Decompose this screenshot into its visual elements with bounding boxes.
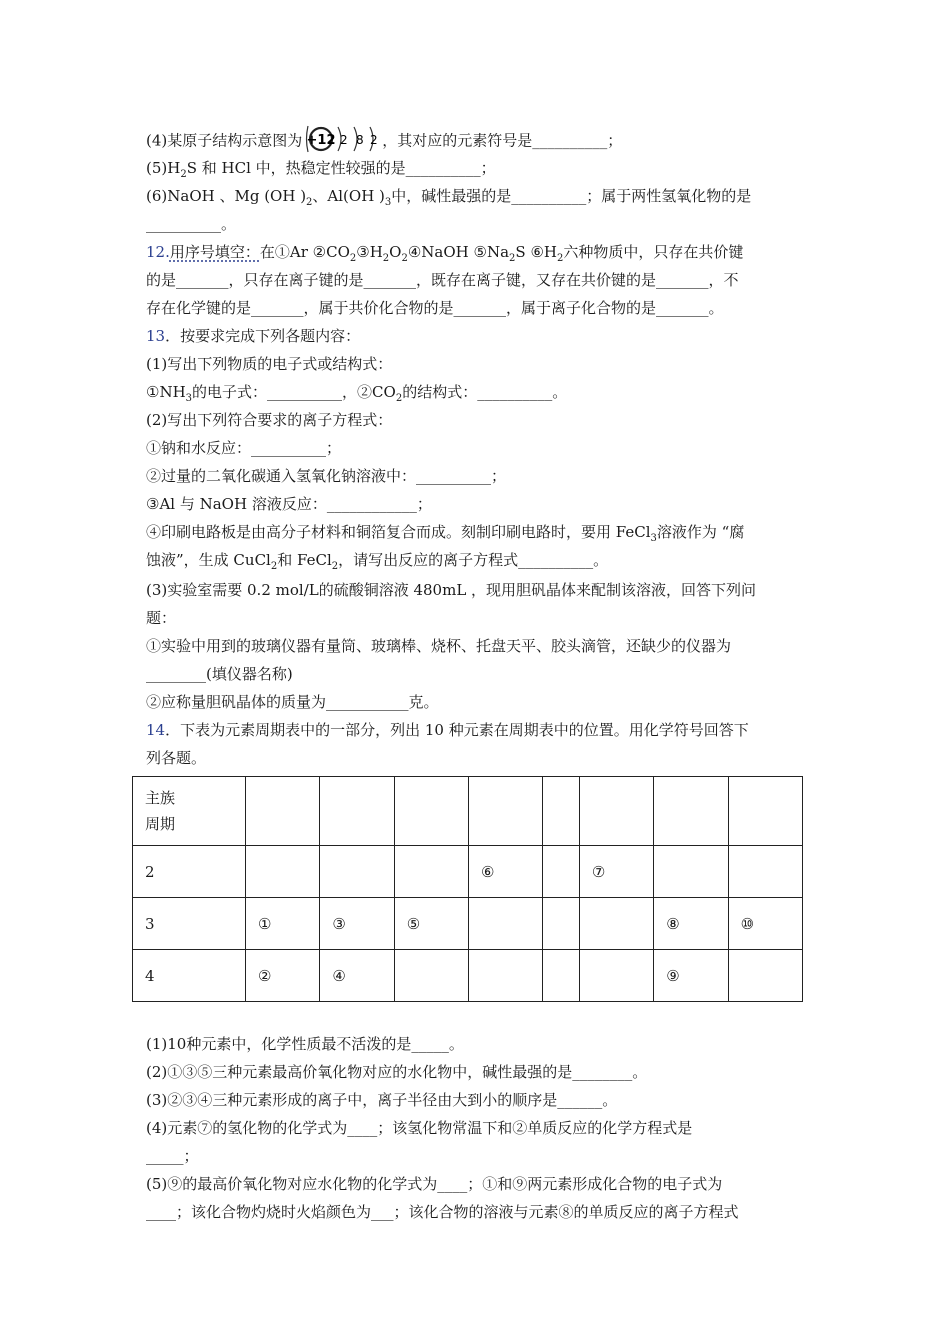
table-header-row <box>133 777 803 846</box>
q12-line-3: 存在化学键的是_______，属于共价化合物的是_______，属于离子化合物的是_______。 <box>146 299 724 317</box>
table-cell <box>543 846 580 898</box>
table-cell: ⑩ <box>728 898 802 950</box>
q13-s3b: 题： <box>146 609 177 627</box>
q12-lead: 用序号填空： <box>169 243 260 261</box>
table-cell <box>579 950 653 1002</box>
q13-s3d: ________(填仪器名称) <box>146 665 293 683</box>
table-row <box>133 950 803 1002</box>
table-cell <box>469 898 543 950</box>
table-cell: ⑤ <box>394 898 468 950</box>
q14-a5: (5)⑨的最高价氧化物对应水化物的化学式为____；①和⑨两元素形成化合物的电子式为 <box>146 1175 723 1193</box>
q13-s2a: ①钠和水反应：__________； <box>146 439 342 457</box>
table-cell: ③ <box>320 898 394 950</box>
table-cell: ④ <box>320 950 394 1002</box>
table-cell <box>246 846 320 898</box>
q13-s3e: ②应称量胆矾晶体的质量为___________克。 <box>146 693 439 711</box>
table-cell <box>654 846 728 898</box>
question-number: 12 <box>146 243 166 261</box>
q13-s1a: $①NH_3$的电子式：__________，$②CO_2$的结构式：__________。 <box>146 383 568 404</box>
q13-s2c: ③Al 与 NaOH 溶液反应：____________； <box>146 495 432 513</box>
q13-s2: (2)写出下列符合要求的离子方程式： <box>146 411 393 429</box>
q13-s2b: ②过量的二氧化碳通入氢氧化钠溶液中：__________； <box>146 467 507 485</box>
q11-line-5: $(5)H_2S$ 和 HCl 中，热稳定性较强的是__________； <box>146 159 496 180</box>
q13-s1: (1)写出下列物质的电子式或结构式： <box>146 355 393 373</box>
q11-line-6b: __________。 <box>146 215 237 233</box>
table-cell <box>543 898 580 950</box>
q13-s3a: (3)实验室需要 0.2 mol/L的硫酸铜溶液 480mL ，现用胆矾晶体来配制该溶液，回答下列问 <box>146 581 757 599</box>
q14-intro: 14．下表为元素周期表中的一部分，列出 10 种元素在周期表中的位置。用化学符号回答下 <box>146 721 749 739</box>
table-cell: ⑥ <box>469 846 543 898</box>
q14-a4b: _____； <box>146 1147 199 1165</box>
q12-line-2: 的是_______，只存在离子键的是_______，既存在离子键，又存在共价键的是_______，不 <box>146 271 739 289</box>
q14-intro-2: 列各题。 <box>146 749 207 767</box>
table-cell <box>469 950 543 1002</box>
table-cell: 4 <box>133 950 246 1002</box>
table-cell <box>394 846 468 898</box>
table-cell <box>579 898 653 950</box>
table-cell <box>543 950 580 1002</box>
table-cell: ⑧ <box>654 898 728 950</box>
table-cell: ⑨ <box>654 950 728 1002</box>
question-number: 13 <box>146 327 166 345</box>
q11-line-4: (4)某原子结构示意图为 +12 2 8 2 ，其对应的元素符号是__________； <box>146 122 622 161</box>
q12-line-1: 12.用序号填空：在①Ar $②CO_2③H_2O_2④NaOH$ $⑤Na_2S$ $⑥H_2$六种物质中，只存在共价键 <box>146 243 744 264</box>
q14-a3: (3)②③④三种元素形成的离子中，离子半径由大到小的顺序是______。 <box>146 1091 618 1109</box>
atom-shell-2: 8 <box>356 133 364 147</box>
table-cell: 2 <box>133 846 246 898</box>
q14-a5b: ____；该化合物灼烧时火焰颜色为___；该化合物的溶液与元素⑧的单质反应的离子方程式 <box>146 1203 739 1221</box>
q13-s2d: ④印刷电路板是由高分子材料和铜箔复合而成。刻制印刷电路时，要用 FeCl$_3$溶液作为 “腐 <box>146 523 745 544</box>
table-cell: ⑦ <box>579 846 653 898</box>
atom-shell-1: 2 <box>340 133 348 147</box>
q13-s3c: ①实验中用到的玻璃仪器有量筒、玻璃棒、烧杯、托盘天平、胶头滴管，还缺少的仪器为 <box>146 637 732 655</box>
q11-line-6: (6)NaOH 、Mg (OH )$_2$、Al(OH )$_3$中，碱性最强的是__________；属于两性氢氧化物的是 <box>146 187 752 208</box>
atom-nucleus: +12 <box>306 133 336 148</box>
q14-a1: (1)10种元素中，化学性质最不活泼的是_____。 <box>146 1035 464 1053</box>
table-cell <box>320 846 394 898</box>
table-cell: 3 <box>133 898 246 950</box>
q13-s2e: 蚀液”，生成 CuCl$_2$和 FeCl$_2$，请写出反应的离子方程式__________。 <box>146 551 609 572</box>
table-cell <box>394 950 468 1002</box>
table-row <box>133 846 803 898</box>
table-cell <box>654 777 728 846</box>
table-header-cell: 主族 周期 <box>133 777 246 846</box>
table-cell <box>728 846 802 898</box>
table-cell <box>394 777 468 846</box>
table-cell: ① <box>246 898 320 950</box>
table-cell <box>579 777 653 846</box>
q13-title: 13．按要求完成下列各题内容： <box>146 327 361 345</box>
table-cell <box>543 777 580 846</box>
table-cell <box>246 777 320 846</box>
atom-structure-diagram <box>304 122 380 161</box>
table-cell <box>728 950 802 1002</box>
table-cell <box>320 777 394 846</box>
periodic-table <box>132 776 803 1002</box>
atom-shell-3: 2 <box>370 133 378 147</box>
table-cell: ② <box>246 950 320 1002</box>
table-cell <box>469 777 543 846</box>
q14-a4: (4)元素⑦的氢化物的化学式为____；该氢化物常温下和②单质反应的化学方程式是 <box>146 1119 693 1137</box>
question-number: 14 <box>146 721 166 739</box>
q14-a2: (2)①③⑤三种元素最高价氧化物对应的水化物中，碱性最强的是________。 <box>146 1063 648 1081</box>
table-cell <box>728 777 802 846</box>
table-row <box>133 898 803 950</box>
